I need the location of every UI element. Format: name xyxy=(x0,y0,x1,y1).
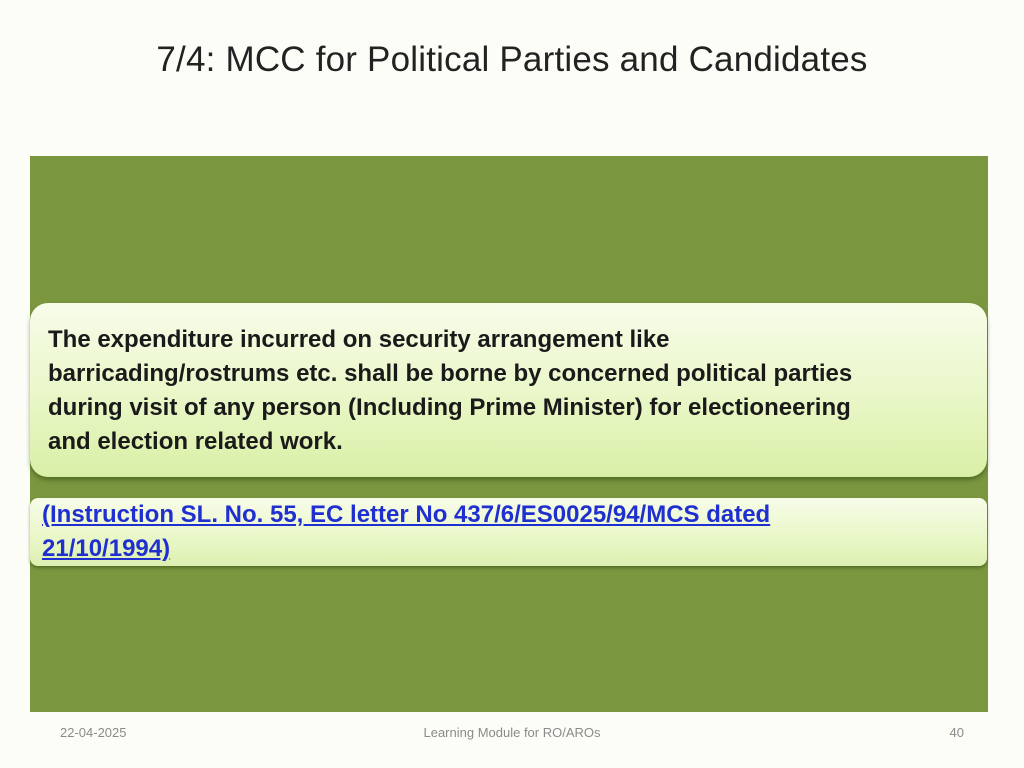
callout-text: The expenditure incurred on security arrangement like barricading/rostrums etc. shall be borne by concerned political parties during visit of any person (Including Prime Minister) for electioneering and election related work. xyxy=(48,326,853,455)
footer-title: Learning Module for RO/AROs xyxy=(423,725,601,740)
reference-box xyxy=(30,498,987,566)
callout-box xyxy=(30,303,987,477)
reference-link[interactable]: (Instruction SL. No. 55, EC letter No 437/6/ES0025/94/MCS dated 21/10/1994) xyxy=(42,501,771,562)
footer-date: 22-04-2025 xyxy=(60,725,127,740)
slide-title: 7/4: MCC for Political Parties and Candidates xyxy=(156,40,868,79)
footer-page-number: 40 xyxy=(949,725,964,740)
